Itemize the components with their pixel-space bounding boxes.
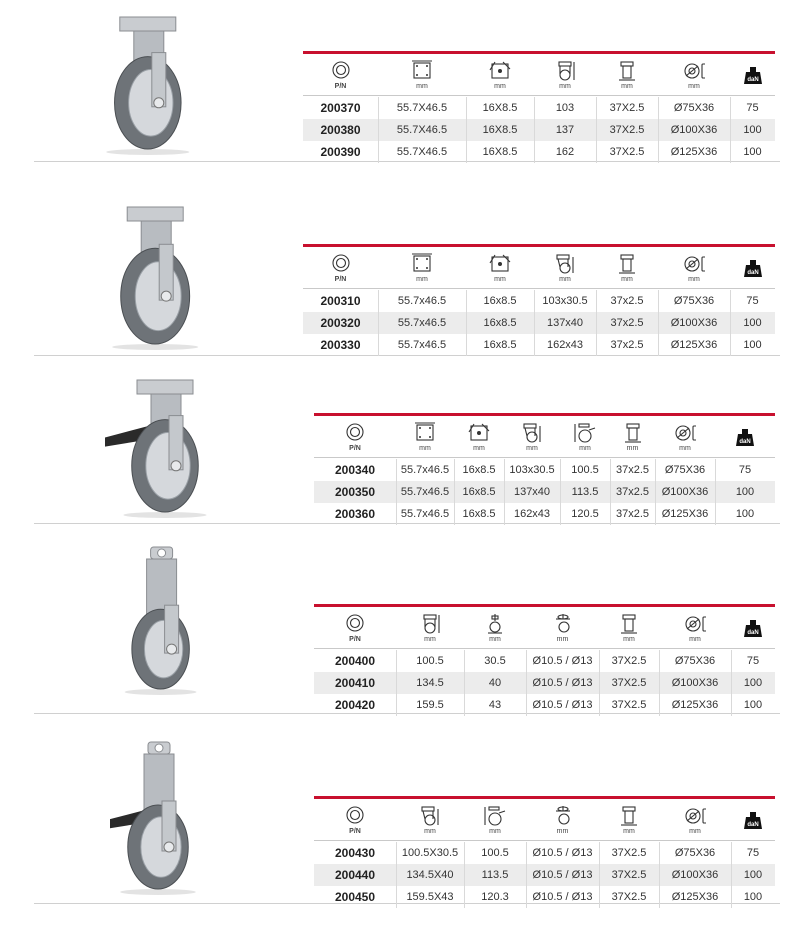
spec-value: 159.5X43 xyxy=(396,886,465,908)
spec-value: Ø125X36 xyxy=(659,886,732,908)
spec-value: 37x2.5 xyxy=(610,481,656,503)
spec-value: Ø75X36 xyxy=(655,459,716,481)
spec-value: 55.7x46.5 xyxy=(396,459,455,481)
unit-label: mm xyxy=(623,635,635,643)
spec-value: 100 xyxy=(743,317,762,329)
header-cell xyxy=(454,416,504,457)
spec-value: 137 xyxy=(534,119,597,141)
spec-value: Ø125X36 xyxy=(658,334,731,356)
pn-label: P/N xyxy=(349,444,361,452)
caster-wheel-icon xyxy=(110,740,210,895)
table-header xyxy=(303,54,775,96)
spec-value: 162x43 xyxy=(504,503,561,525)
header-cell xyxy=(659,799,731,840)
unit-label: mm xyxy=(526,444,538,452)
height-icon xyxy=(419,613,441,635)
caster-image xyxy=(95,15,205,160)
header-cell xyxy=(599,799,659,840)
header-cell xyxy=(396,607,464,648)
plate-size-icon xyxy=(414,422,436,444)
spec-table xyxy=(314,604,775,716)
spec-value: 37x2.5 xyxy=(596,334,659,356)
spec-value: 75 xyxy=(746,847,760,859)
header-cell xyxy=(314,416,396,457)
header-cell xyxy=(658,54,730,95)
spec-value: 37X2.5 xyxy=(599,694,660,716)
tread-width-icon xyxy=(616,60,638,82)
unit-label: mm xyxy=(419,444,431,452)
header-cell xyxy=(715,416,775,457)
header-cell xyxy=(596,54,658,95)
spec-value: 100 xyxy=(743,146,762,158)
unit-label: mm xyxy=(416,275,428,283)
spec-value: 137x40 xyxy=(504,481,561,503)
spec-value: 134.5X40 xyxy=(396,864,465,886)
part-number: 200360 xyxy=(314,503,397,525)
header-cell xyxy=(466,54,534,95)
table-row xyxy=(303,290,775,312)
spec-value: 120.3 xyxy=(464,886,527,908)
part-number: 200410 xyxy=(314,672,397,694)
spec-value: 16x8.5 xyxy=(466,312,535,334)
spec-value: Ø75X36 xyxy=(659,842,732,864)
table-row xyxy=(303,141,775,163)
part-number: 200450 xyxy=(314,886,397,908)
unit-label: mm xyxy=(559,82,571,90)
spec-value: 30.5 xyxy=(464,650,527,672)
spec-value: 37X2.5 xyxy=(596,97,659,119)
header-cell xyxy=(534,54,596,95)
bolt-hole-icon xyxy=(468,422,490,444)
spec-value: 100.5 xyxy=(560,459,611,481)
spec-value: Ø100X36 xyxy=(659,864,732,886)
header-cell xyxy=(396,416,454,457)
wheel-diameter-icon xyxy=(674,422,696,444)
wheel-diameter-icon xyxy=(683,60,705,82)
spec-value: 55.7X46.5 xyxy=(378,119,467,141)
header-cell xyxy=(730,247,775,288)
spec-value: 55.7x46.5 xyxy=(396,481,455,503)
spec-value: 37X2.5 xyxy=(599,864,660,886)
tread-width-icon xyxy=(618,613,640,635)
part-number: 200340 xyxy=(314,459,397,481)
spec-value: 16X8.5 xyxy=(466,97,535,119)
spec-table xyxy=(303,51,775,163)
unit-label: mm xyxy=(689,635,701,643)
spec-value: 134.5 xyxy=(396,672,465,694)
spec-value: Ø125X36 xyxy=(658,141,731,163)
part-number: 200320 xyxy=(303,312,379,334)
spec-value: 43 xyxy=(464,694,527,716)
spec-value: 100 xyxy=(743,124,762,136)
part-number: 200420 xyxy=(314,694,397,716)
header-cell xyxy=(314,799,396,840)
header-cell xyxy=(658,247,730,288)
header-cell xyxy=(464,607,526,648)
unit-label: mm xyxy=(559,275,571,283)
header-cell xyxy=(610,416,655,457)
svg-text:daN: daN xyxy=(739,438,751,445)
plate-size-icon xyxy=(411,253,433,275)
spec-value: 37X2.5 xyxy=(599,842,660,864)
unit-label: mm xyxy=(679,444,691,452)
unit-label: mm xyxy=(623,827,635,835)
part-number: 200400 xyxy=(314,650,397,672)
spec-value: 120.5 xyxy=(560,503,611,525)
spec-value: Ø125X36 xyxy=(655,503,716,525)
spec-value: 16X8.5 xyxy=(466,119,535,141)
table-header xyxy=(314,607,775,649)
spec-value: 37x2.5 xyxy=(596,312,659,334)
spec-value: Ø75X36 xyxy=(658,97,731,119)
spec-value: 162 xyxy=(534,141,597,163)
wheel-diameter-icon xyxy=(684,613,706,635)
header-cell xyxy=(526,799,599,840)
table-row xyxy=(314,459,775,481)
part-number: 200310 xyxy=(303,290,379,312)
load-icon xyxy=(742,64,764,86)
spec-value: 100 xyxy=(743,339,762,351)
spec-value: 100.5 xyxy=(396,650,465,672)
spec-table xyxy=(303,244,775,356)
pn-icon xyxy=(344,613,366,635)
tread-width-icon xyxy=(616,253,638,275)
spec-value: 103 xyxy=(534,97,597,119)
part-number: 200390 xyxy=(303,141,379,163)
unit-label: mm xyxy=(494,82,506,90)
header-cell xyxy=(731,607,775,648)
unit-label: mm xyxy=(621,82,633,90)
unit-label: mm xyxy=(489,827,501,835)
spec-value: 37x2.5 xyxy=(596,290,659,312)
spec-value: Ø10.5 / Ø13 xyxy=(526,694,600,716)
spec-value: 100 xyxy=(735,486,755,498)
table-row xyxy=(314,864,775,886)
spec-value: 37x2.5 xyxy=(610,459,656,481)
spec-value: 162x43 xyxy=(534,334,597,356)
header-cell xyxy=(466,247,534,288)
unit-label: mm xyxy=(689,827,701,835)
spec-value: 113.5 xyxy=(464,864,527,886)
caster-image xyxy=(105,378,230,523)
tread-width-icon xyxy=(622,422,644,444)
spec-value: 100 xyxy=(735,508,755,520)
height-offset-icon xyxy=(554,253,576,275)
header-cell xyxy=(731,799,775,840)
table-row xyxy=(303,312,775,334)
table-row xyxy=(314,694,775,716)
header-cell xyxy=(599,607,659,648)
caster-wheel-icon xyxy=(95,15,205,155)
bolt-diameter-icon xyxy=(552,805,574,827)
table-row xyxy=(303,119,775,141)
spec-value: Ø10.5 / Ø13 xyxy=(526,650,600,672)
table-header xyxy=(314,799,775,841)
height-icon xyxy=(554,60,576,82)
height-offset-icon xyxy=(419,805,441,827)
spec-value: 16x8.5 xyxy=(466,334,535,356)
spec-value: Ø100X36 xyxy=(658,119,731,141)
spec-value: 37X2.5 xyxy=(599,650,660,672)
bolt-hole-icon xyxy=(489,60,511,82)
header-cell xyxy=(560,416,610,457)
unit-label: mm xyxy=(424,635,436,643)
unit-label: mm xyxy=(494,275,506,283)
unit-label: mm xyxy=(621,275,633,283)
svg-text:daN: daN xyxy=(747,821,759,828)
header-cell xyxy=(659,607,731,648)
header-cell xyxy=(396,799,464,840)
load-icon xyxy=(742,809,764,831)
spec-value: 75 xyxy=(746,655,760,667)
spec-value: 137x40 xyxy=(534,312,597,334)
part-number: 200380 xyxy=(303,119,379,141)
spec-value: Ø10.5 / Ø13 xyxy=(526,864,600,886)
unit-label: mm xyxy=(688,275,700,283)
table-row xyxy=(303,334,775,356)
table-row xyxy=(314,842,775,864)
header-cell xyxy=(504,416,560,457)
spec-value: 16x8.5 xyxy=(454,503,505,525)
pn-icon xyxy=(344,805,366,827)
part-number: 200370 xyxy=(303,97,379,119)
unit-label: mm xyxy=(579,444,591,452)
wheel-diameter-icon xyxy=(684,805,706,827)
pn-icon xyxy=(344,422,366,444)
spec-value: 16x8.5 xyxy=(454,459,505,481)
part-number: 200350 xyxy=(314,481,397,503)
caster-image xyxy=(100,205,215,355)
spec-value: Ø10.5 / Ø13 xyxy=(526,842,600,864)
part-number: 200430 xyxy=(314,842,397,864)
spec-value: 103x30.5 xyxy=(534,290,597,312)
caster-image xyxy=(115,545,210,700)
unit-label: mm xyxy=(556,635,569,643)
spec-value: 75 xyxy=(746,102,759,114)
tread-width-icon xyxy=(618,805,640,827)
spec-table xyxy=(314,413,775,525)
header-cell xyxy=(526,607,599,648)
spec-value: 100 xyxy=(743,891,763,903)
spec-value: Ø10.5 / Ø13 xyxy=(526,886,600,908)
bolt-diameter-icon xyxy=(552,613,574,635)
spec-value: 40 xyxy=(464,672,527,694)
spec-value: Ø10.5 / Ø13 xyxy=(526,672,600,694)
caster-wheel-icon xyxy=(115,545,210,695)
header-cell xyxy=(303,247,378,288)
pn-icon xyxy=(330,60,352,82)
table-row xyxy=(303,97,775,119)
pn-icon xyxy=(330,253,352,275)
unit-label: mm xyxy=(416,82,428,90)
wheel-diameter-icon xyxy=(683,253,705,275)
svg-text:daN: daN xyxy=(747,629,759,636)
header-cell xyxy=(534,247,596,288)
height-offset-icon xyxy=(521,422,543,444)
spec-value: 159.5 xyxy=(396,694,465,716)
spec-value: 37X2.5 xyxy=(599,672,660,694)
caster-wheel-icon xyxy=(100,205,215,350)
caster-image xyxy=(110,740,210,900)
pn-label: P/N xyxy=(334,82,347,90)
table-header xyxy=(314,416,775,458)
spec-value: 55.7x46.5 xyxy=(378,334,467,356)
load-icon xyxy=(742,617,764,639)
load-icon xyxy=(742,257,764,279)
unit-label: mm xyxy=(489,635,501,643)
spec-table xyxy=(314,796,775,908)
part-number: 200330 xyxy=(303,334,379,356)
unit-label: mm xyxy=(688,82,700,90)
header-cell xyxy=(378,247,466,288)
spec-value: 75 xyxy=(746,295,759,307)
spec-value: 103x30.5 xyxy=(504,459,561,481)
spec-value: Ø100X36 xyxy=(655,481,716,503)
part-number: 200440 xyxy=(314,864,397,886)
spec-value: 55.7X46.5 xyxy=(378,141,467,163)
spec-value: 16x8.5 xyxy=(454,481,505,503)
spec-value: 100 xyxy=(743,699,763,711)
load-icon xyxy=(734,426,756,448)
spec-value: 113.5 xyxy=(560,481,611,503)
spec-value: Ø125X36 xyxy=(659,694,732,716)
spec-value: 37X2.5 xyxy=(596,141,659,163)
spec-value: 55.7x46.5 xyxy=(378,290,467,312)
svg-text:daN: daN xyxy=(746,269,759,276)
spec-value: 75 xyxy=(738,464,752,476)
spec-value: 100.5X30.5 xyxy=(396,842,465,864)
header-cell xyxy=(314,607,396,648)
spec-value: Ø100X36 xyxy=(659,672,732,694)
unit-label: mm xyxy=(473,444,485,452)
svg-text:daN: daN xyxy=(746,76,759,83)
pn-label: P/N xyxy=(349,635,361,643)
header-cell xyxy=(303,54,378,95)
spec-value: 55.7X46.5 xyxy=(378,97,467,119)
header-cell xyxy=(464,799,526,840)
bolt-hole-icon xyxy=(489,253,511,275)
spec-value: 37X2.5 xyxy=(599,886,660,908)
table-header xyxy=(303,247,775,289)
spec-value: 37X2.5 xyxy=(596,119,659,141)
offset-icon xyxy=(484,613,506,635)
header-cell xyxy=(730,54,775,95)
header-cell xyxy=(655,416,715,457)
table-row xyxy=(314,886,775,908)
header-cell xyxy=(596,247,658,288)
spec-value: Ø75X36 xyxy=(658,290,731,312)
plate-size-icon xyxy=(411,60,433,82)
caster-wheel-icon xyxy=(105,378,230,518)
table-row xyxy=(314,503,775,525)
brake-height-icon xyxy=(574,422,596,444)
spec-value: 55.7x46.5 xyxy=(378,312,467,334)
pn-label: P/N xyxy=(334,275,347,283)
spec-value: Ø75X36 xyxy=(659,650,732,672)
table-row xyxy=(314,672,775,694)
unit-label: mm xyxy=(626,444,639,452)
table-row xyxy=(314,481,775,503)
spec-value: 16X8.5 xyxy=(466,141,535,163)
spec-value: Ø100X36 xyxy=(658,312,731,334)
table-row xyxy=(314,650,775,672)
spec-value: 100.5 xyxy=(464,842,527,864)
spec-value: 16x8.5 xyxy=(466,290,535,312)
header-cell xyxy=(378,54,466,95)
unit-label: mm xyxy=(424,827,436,835)
spec-value: 37x2.5 xyxy=(610,503,656,525)
brake-height-icon xyxy=(484,805,506,827)
spec-value: 100 xyxy=(743,869,763,881)
spec-value: 55.7x46.5 xyxy=(396,503,455,525)
pn-label: P/N xyxy=(349,827,361,835)
spec-value: 100 xyxy=(743,677,763,689)
unit-label: mm xyxy=(556,827,569,835)
